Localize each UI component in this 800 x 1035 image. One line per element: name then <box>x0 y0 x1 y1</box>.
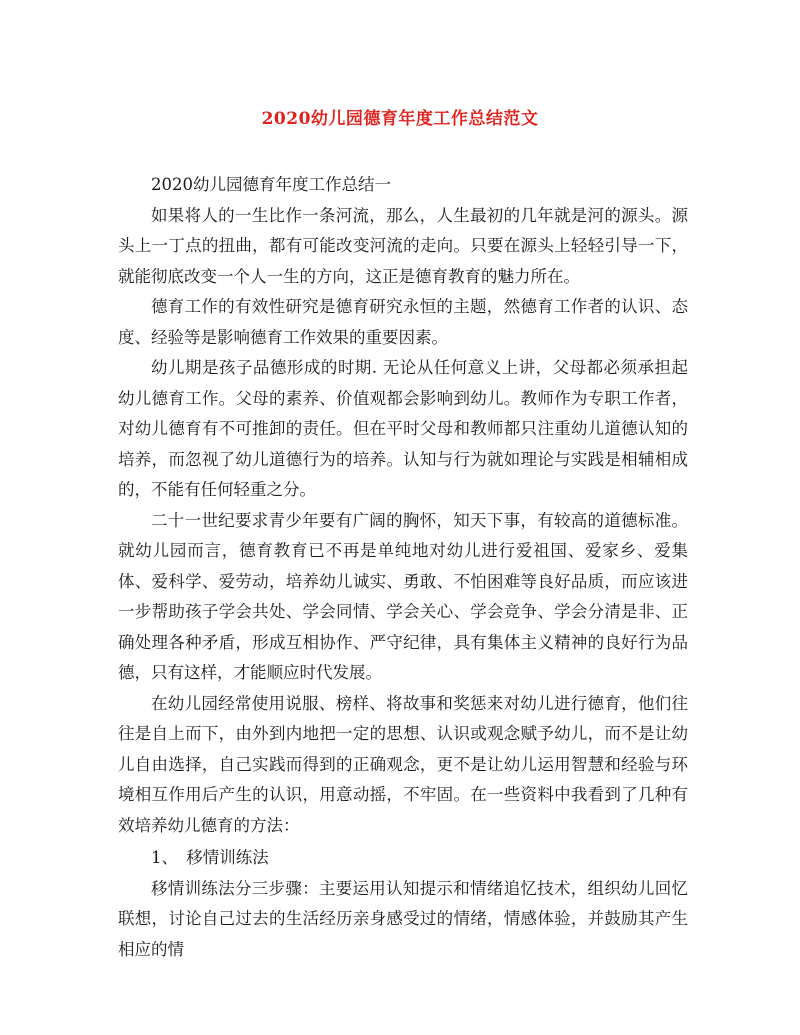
method-heading: 1、 移情训练法 <box>151 848 269 867</box>
body-paragraph: 在幼儿园经常使用说服、榜样、将故事和奖惩来对幼儿进行德育，他们往往是自上而下，由外到内地把一定的思想、认识或观念赋予幼儿，而不是让幼儿自由选择，自己实践而得到的正确观念，更不是让幼儿运用智慧和经验与环境相互作用后产生的认识，用意动摇，不牢固。在一些资料中我看到了几种有效培养幼儿德育的方法： <box>118 693 688 835</box>
section-title: 2020幼儿园德育年度工作总结一 <box>151 175 391 194</box>
document-body <box>118 170 688 965</box>
body-paragraph: 二十一世纪要求青少年要有广阔的胸怀，知天下事，有较高的道德标准。就幼儿园而言，德育教育已不再是单纯地对幼儿进行爱祖国、爱家乡、爱集体、爱科学、爱劳动，培养幼儿诚实、勇敢、不怕困难等良好品质，而应该进一步帮助孩子学会共处、学会同情、学会关心、学会竞争、学会分清是非、正确处理各种矛盾，形成互相协作、严守纪律，具有集体主义精神的良好行为品德，只有这样，才能顺应时代发展。 <box>118 510 688 682</box>
body-paragraph: 幼儿期是孩子品德形成的时期. 无论从任何意义上讲，父母都必须承担起幼儿德育工作。父母的素养、价值观都会影响到幼儿。教师作为专职工作者，对幼儿德育有不可推卸的责任。但在平时父母和教师都只注重幼儿道德认知的培养，而忽视了幼儿道德行为的培养。认知与行为就如理论与实践是相辅相成的，不能有任何轻重之分。 <box>118 358 688 499</box>
body-paragraph: 移情训练法分三步骤：主要运用认知提示和情绪追忆技术，组织幼儿回忆联想，讨论自己过去的生活经历亲身感受过的情绪，情感体验，并鼓励其产生相应的情 <box>118 878 688 959</box>
document-title: 2020幼儿园德育年度工作总结范文 <box>261 109 539 129</box>
body-paragraph: 如果将人的一生比作一条河流，那么，人生最初的几年就是河的源头。源头上一丁点的扭曲，都有可能改变河流的走向。只要在源头上轻轻引导一下，就能彻底改变一个人一生的方向，这正是德育教育的魅力所在。 <box>118 205 688 286</box>
body-paragraph: 德育工作的有效性研究是德育研究永恒的主题，然德育工作者的认识、态度、经验等是影响德育工作效果的重要因素。 <box>118 297 688 347</box>
